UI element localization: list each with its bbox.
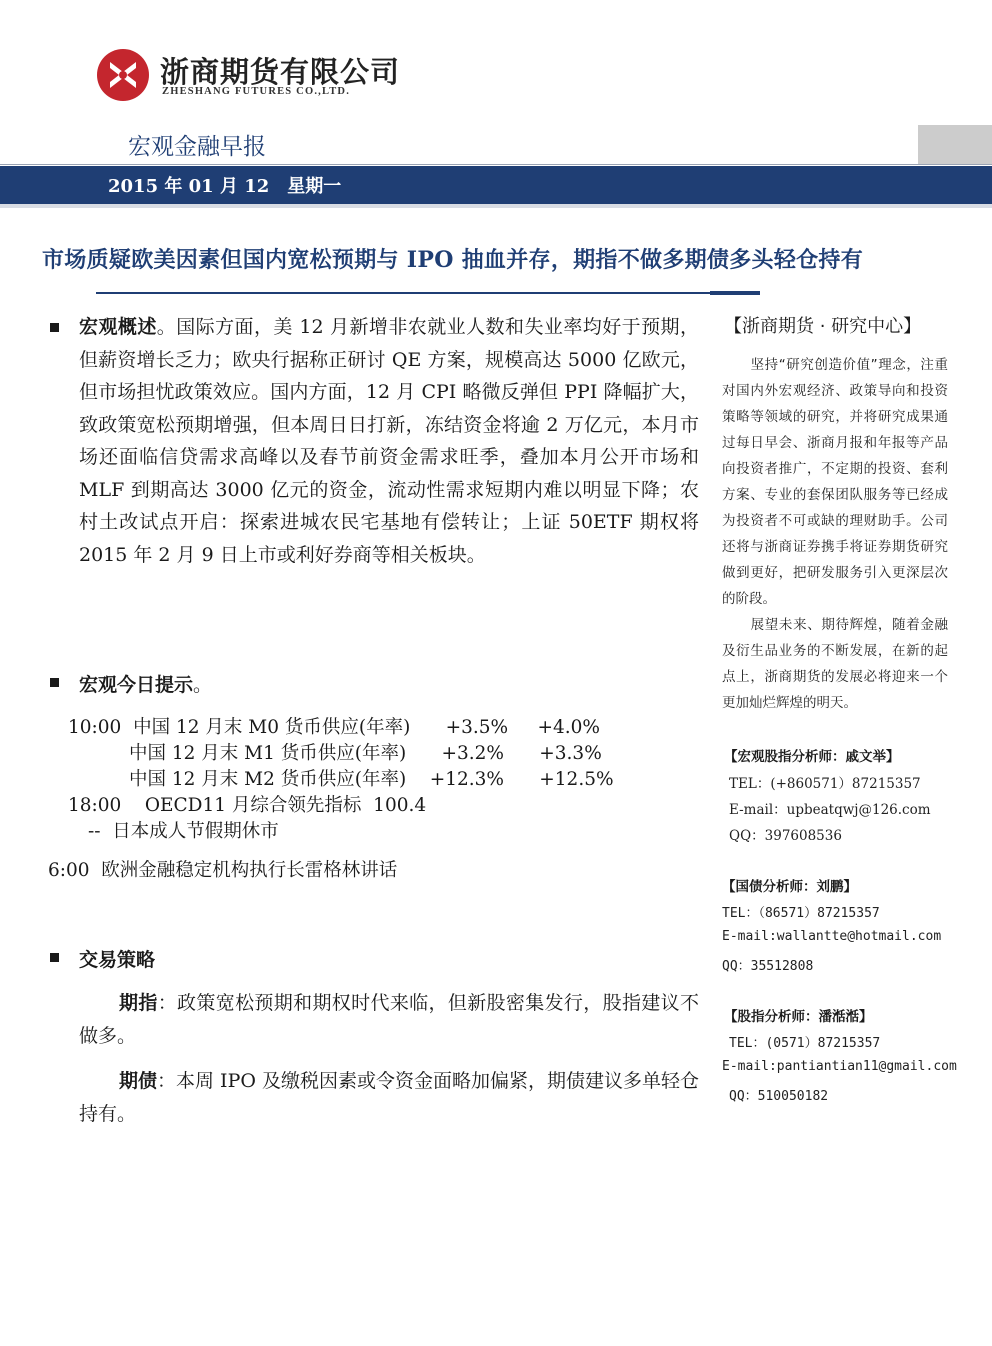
sidebar-outlook-paragraph: [722, 612, 948, 716]
calendar-item: 6:00 欧洲金融稳定机构执行长雷格林讲话: [48, 860, 398, 881]
report-date: 2015 年 01 月 12 星期一: [108, 176, 342, 197]
analyst-title: 【股指分析师：潘湉湉】: [724, 1009, 873, 1025]
strategy-label: 期指: [119, 992, 158, 1014]
strategy-text: ：政策宽松预期和期权时代来临，但新股密集发行，股指建议不做多。: [79, 992, 699, 1047]
today-tips-title: 宏观今日提示: [79, 674, 194, 696]
today-tips-suffix: 。: [193, 674, 213, 696]
bullet-square-icon: [50, 678, 59, 687]
bullet-square-icon: [50, 953, 59, 962]
headline-underline-accent: [710, 291, 760, 295]
sidebar-intro-text: 坚持“研究创造价值”理念，注重对国内外宏观经济、政策导向和投资策略等领域的研究，并将研究成果通过每日早会、浙商月报和年报等产品向投资者推广，不定期的投资、套利方案、专业的套保团队服务等已经成为投资者不可或缺的理财助手。公司还将与浙商证券携手将证券期货研究做到更好，把研发服务引入更深层次的阶段。: [722, 357, 948, 607]
macro-overview-text: 。国际方面，美 12 月新增非农就业人数和失业率均好于预期，但薪资增长乏力；欧央行据称正研讨 QE 方案，规模高达 5000 亿欧元，但市场担忧政策效应。国内方面，12 月 CPI 略微反弹但 PPI 降幅扩大，致政策宽松预期增强，但本周日日打新，冻结资金将逾 2 万亿元，本月市场还面临信贷需求高峰以及春节前资金需求旺季，叠加本月公开市场和 MLF 到期高达 3000 亿元的资金，流动性需求短期内难以明显下降；农村土改试点开启：探索进城农民宅基地有偿转让；上证 50ETF 期权将 2015 年 2 月 9 日上市或利好券商等相关板块。: [79, 316, 699, 566]
calendar-item: 中国 12 月末 M2 货币供应(年率) +12.3% +12.5%: [129, 769, 614, 790]
strategy-index-futures: [79, 987, 699, 1052]
analyst-phone: TEL：(0571）87215357: [729, 1036, 881, 1051]
strategy-text: ：本周 IPO 及缴税因素或令资金面略加偏紧，期债建议多单轻仓持有。: [79, 1070, 699, 1125]
sidebar-intro-paragraph: [722, 352, 948, 612]
header-accent-block: [918, 125, 992, 165]
calendar-item: 中国 12 月末 M1 货币供应(年率) +3.2% +3.3%: [129, 743, 602, 764]
report-headline: 市场质疑欧美因素但国内宽松预期与 IPO 抽血并存，期指不做多期债多头轻仓持有: [42, 247, 864, 273]
analyst-phone: TEL：（86571）87215357: [722, 906, 880, 921]
analyst-qq: QQ：35512808: [722, 959, 814, 974]
sidebar-outlook-text: 展望未来、期待辉煌，随着金融及衍生品业务的不断发展，在新的起点上，浙商期货的发展必将迎来一个更加灿烂辉煌的明天。: [722, 617, 948, 711]
calendar-item: 18:00 OECD11 月综合领先指标 100.4: [68, 795, 427, 816]
banner-shadow: [0, 204, 992, 208]
analyst-email: E-mail：upbeatqwj@126.com: [729, 802, 931, 818]
today-tips-heading: [79, 670, 212, 697]
analyst-phone: TEL：(+860571）87215357: [729, 776, 921, 792]
company-name-en: ZHESHANG FUTURES CO.,LTD.: [162, 86, 351, 97]
analyst-email: E-mail:pantiantian11@gmail.com: [722, 1059, 957, 1074]
strategy-bond-futures: [79, 1065, 699, 1130]
headline-underline: [96, 292, 760, 294]
strategy-heading: 交易策略: [79, 949, 156, 971]
header-divider: [0, 164, 992, 165]
analyst-email: E-mail:wallantte@hotmail.com: [722, 929, 942, 944]
company-logo-icon: [96, 48, 150, 102]
analyst-qq: QQ：397608536: [729, 828, 842, 844]
calendar-item: -- 日本成人节假期休市: [88, 821, 279, 842]
sidebar-heading: 【浙商期货 · 研究中心】: [724, 316, 922, 337]
company-name-cn: 浙商期货有限公司: [160, 55, 401, 89]
analyst-title: 【国债分析师：刘鹏】: [722, 879, 857, 895]
bullet-square-icon: [50, 323, 59, 332]
macro-overview-paragraph: [79, 311, 699, 571]
macro-overview-label: 宏观概述: [79, 316, 157, 338]
calendar-item: 10:00 中国 12 月末 M0 货币供应(年率) +3.5% +4.0%: [68, 717, 600, 738]
analyst-title: 【宏观股指分析师：戚文举】: [724, 749, 900, 765]
report-type-title: 宏观金融早报: [128, 134, 266, 160]
strategy-label: 期债: [119, 1070, 158, 1092]
analyst-qq: QQ：510050182: [729, 1089, 829, 1104]
